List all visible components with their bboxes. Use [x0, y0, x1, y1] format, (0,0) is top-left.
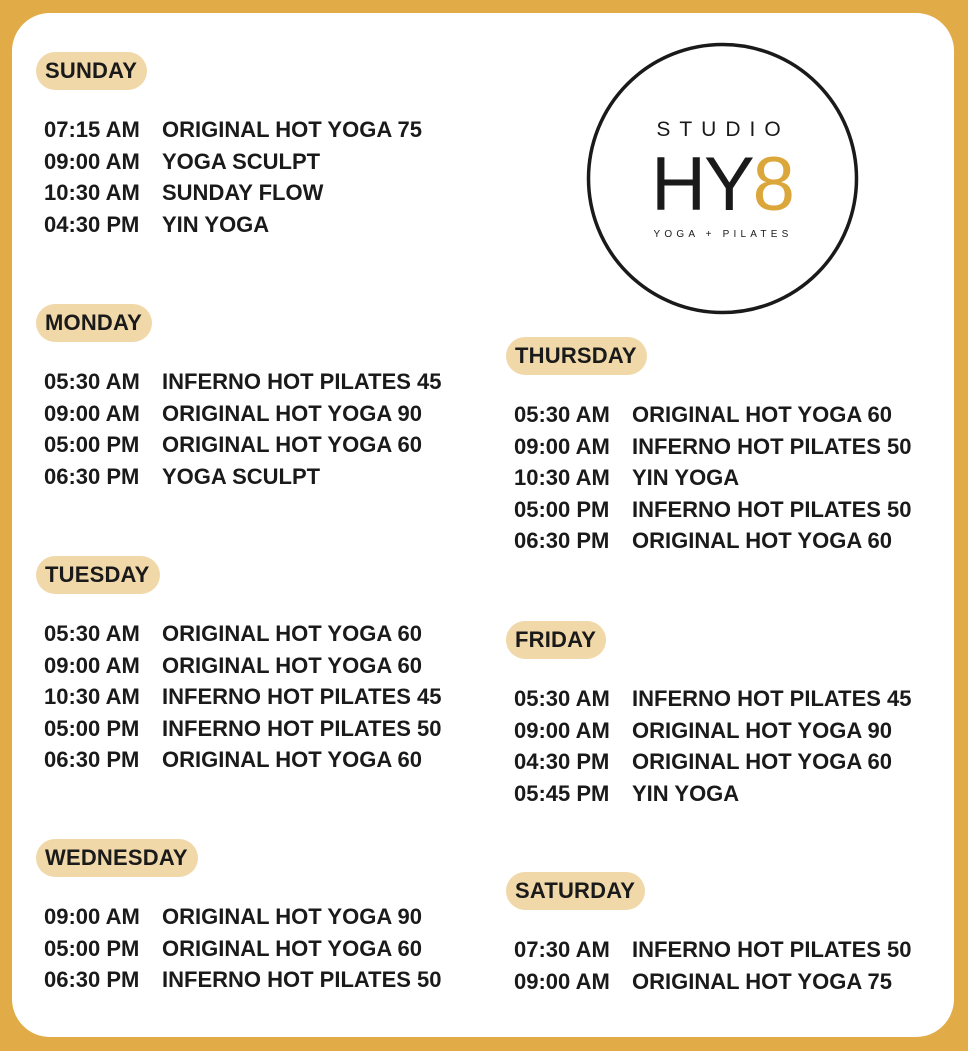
class-name: YOGA SCULPT [162, 148, 321, 174]
class-row [514, 683, 912, 715]
class-time: 06:30 PM [44, 967, 140, 993]
class-name: YIN YOGA [162, 211, 270, 237]
day-label: SUNDAY [36, 52, 147, 90]
class-name: ORIGINAL HOT YOGA 60 [162, 652, 422, 678]
class-name: INFERNO HOT PILATES 50 [632, 937, 912, 962]
class-list [506, 934, 912, 997]
class-row [44, 618, 442, 650]
class-time: 09:00 AM [44, 148, 140, 174]
logo-bottom-text: YOGA + PILATES [653, 229, 793, 240]
class-row [44, 901, 442, 933]
class-name: INFERNO HOT PILATES 50 [632, 433, 912, 459]
class-row [44, 177, 422, 209]
class-time: 05:30 AM [44, 621, 140, 646]
class-time: 07:30 AM [514, 937, 610, 962]
class-row [514, 746, 912, 778]
class-row [44, 429, 442, 461]
class-name: ORIGINAL HOT YOGA 60 [632, 528, 892, 554]
day-sunday [36, 52, 422, 240]
class-name: INFERNO HOT PILATES 50 [162, 967, 442, 993]
class-time: 04:30 PM [44, 211, 140, 237]
class-row [44, 209, 422, 241]
logo-main-digit: 8 [752, 142, 793, 227]
class-row [44, 650, 442, 682]
class-time: 09:00 AM [44, 400, 140, 426]
class-row [44, 366, 442, 398]
class-row [514, 431, 912, 463]
class-time: 05:30 AM [514, 402, 610, 427]
class-list [36, 366, 442, 492]
class-name: INFERNO HOT PILATES 45 [632, 686, 912, 711]
class-row [514, 715, 912, 747]
class-row [44, 713, 442, 745]
class-name: SUNDAY FLOW [162, 180, 324, 206]
class-time: 09:00 AM [514, 717, 610, 743]
class-name: YIN YOGA [632, 465, 740, 491]
class-name: ORIGINAL HOT YOGA 60 [632, 402, 892, 427]
class-list [506, 683, 912, 809]
day-label: MONDAY [36, 304, 152, 342]
class-time: 04:30 PM [514, 749, 610, 775]
class-time: 09:00 AM [514, 433, 610, 459]
class-list [506, 399, 912, 557]
class-name: ORIGINAL HOT YOGA 60 [162, 621, 422, 646]
class-row [44, 114, 422, 146]
day-monday [36, 304, 442, 492]
class-row [514, 462, 912, 494]
class-list [36, 114, 422, 240]
class-name: ORIGINAL HOT YOGA 75 [162, 117, 422, 142]
class-row [514, 966, 912, 998]
class-time: 10:30 AM [514, 465, 610, 491]
class-row [514, 494, 912, 526]
class-name: ORIGINAL HOT YOGA 60 [162, 747, 422, 773]
class-time: 10:30 AM [44, 180, 140, 206]
day-thursday [506, 337, 912, 557]
class-name: ORIGINAL HOT YOGA 90 [162, 400, 422, 426]
class-row [44, 461, 442, 493]
studio-logo [585, 41, 860, 316]
class-row [44, 146, 422, 178]
class-time: 05:45 PM [514, 780, 610, 806]
day-label: WEDNESDAY [36, 839, 198, 877]
class-list [36, 618, 442, 776]
class-time: 09:00 AM [514, 968, 610, 994]
day-friday [506, 621, 912, 809]
class-row [44, 398, 442, 430]
class-name: INFERNO HOT PILATES 45 [162, 369, 442, 394]
logo-main-text [651, 142, 793, 227]
class-time: 05:00 PM [44, 432, 140, 458]
class-time: 05:00 PM [514, 496, 610, 522]
class-name: INFERNO HOT PILATES 50 [632, 496, 912, 522]
class-time: 05:00 PM [44, 715, 140, 741]
class-name: INFERNO HOT PILATES 45 [162, 684, 442, 710]
class-time: 07:15 AM [44, 117, 140, 142]
class-row [514, 778, 912, 810]
day-label: SATURDAY [506, 872, 645, 910]
class-time: 05:30 AM [44, 369, 140, 394]
class-time: 06:30 PM [44, 463, 140, 489]
class-time: 05:30 AM [514, 686, 610, 711]
class-row [44, 933, 442, 965]
logo-badge [585, 41, 860, 316]
day-label: TUESDAY [36, 556, 160, 594]
day-tuesday [36, 556, 442, 776]
class-name: YIN YOGA [632, 780, 740, 806]
class-name: ORIGINAL HOT YOGA 75 [632, 968, 892, 994]
class-time: 09:00 AM [44, 904, 140, 929]
class-time: 06:30 PM [44, 747, 140, 773]
class-time: 05:00 PM [44, 935, 140, 961]
logo-main-letters: HY [651, 142, 753, 227]
class-row [44, 681, 442, 713]
day-label: THURSDAY [506, 337, 647, 375]
class-row [514, 399, 912, 431]
class-name: ORIGINAL HOT YOGA 90 [632, 717, 892, 743]
logo-top-text: STUDIO [656, 118, 790, 141]
class-name: ORIGINAL HOT YOGA 60 [162, 432, 422, 458]
day-saturday [506, 872, 912, 997]
class-row [514, 525, 912, 557]
class-name: ORIGINAL HOT YOGA 90 [162, 904, 422, 929]
class-time: 06:30 PM [514, 528, 610, 554]
class-row [514, 934, 912, 966]
class-list [36, 901, 442, 996]
class-name: ORIGINAL HOT YOGA 60 [632, 749, 892, 775]
class-name: INFERNO HOT PILATES 50 [162, 715, 442, 741]
day-wednesday [36, 839, 442, 996]
class-time: 10:30 AM [44, 684, 140, 710]
class-name: ORIGINAL HOT YOGA 60 [162, 935, 422, 961]
class-name: YOGA SCULPT [162, 463, 321, 489]
class-time: 09:00 AM [44, 652, 140, 678]
day-label: FRIDAY [506, 621, 606, 659]
class-row [44, 744, 442, 776]
class-row [44, 964, 442, 996]
